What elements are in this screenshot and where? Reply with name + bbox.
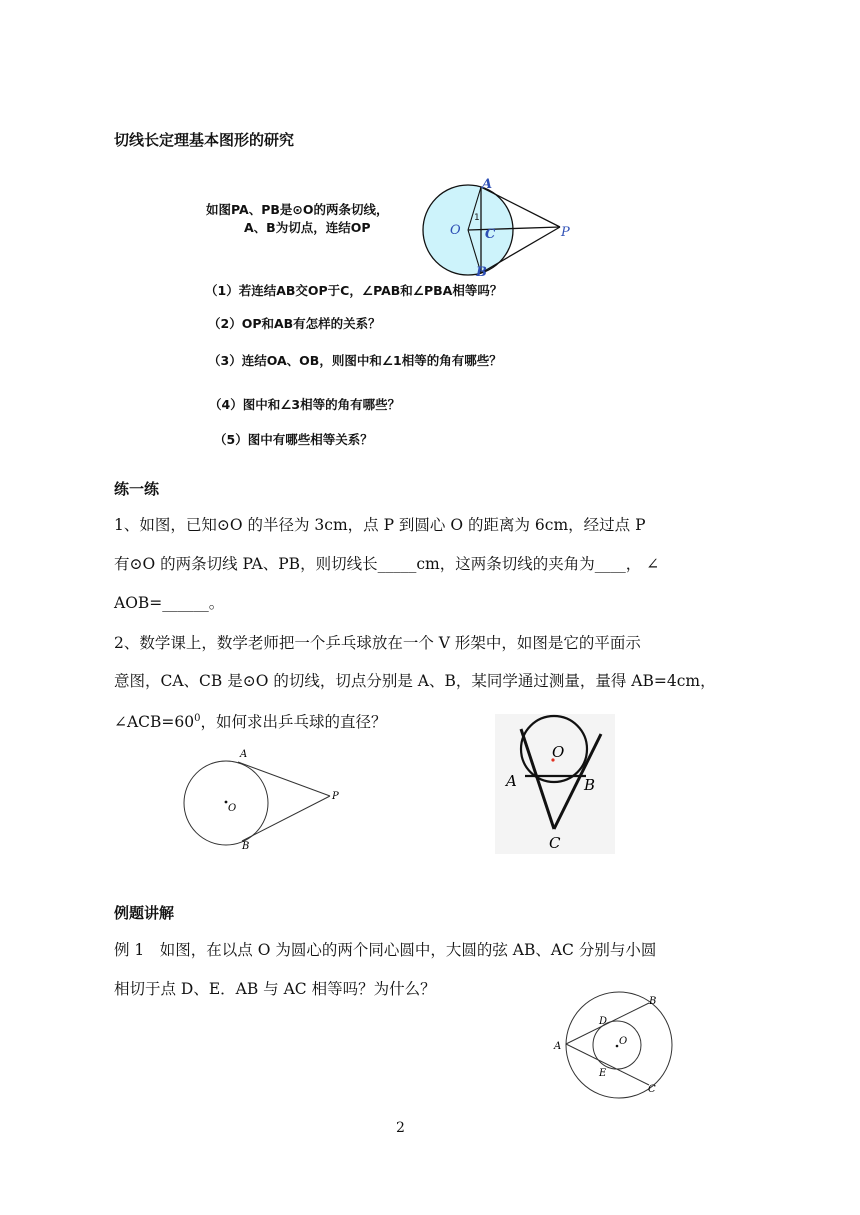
example1-line2: 相切于点 D、E．AB 与 AC 相等吗？为什么？ [114, 980, 436, 998]
figure1-label-a: A [482, 177, 493, 192]
figure2-label-p: P [332, 791, 339, 802]
example-title: 例题讲解 [114, 904, 175, 922]
figure4-concentric-diagram [545, 990, 685, 1100]
figure3-label-c: C [549, 834, 561, 852]
figure3-label-o: O [552, 743, 565, 761]
question-4: （4）图中和∠3相等的角有哪些？ [209, 397, 401, 412]
question-3: （3）连结OA、OB，则图中和∠1相等的角有哪些？ [208, 353, 502, 368]
figure1-intro-line2: A、B为切点，连结OP [244, 220, 371, 235]
ex2-degree-sup: 0 [194, 713, 201, 724]
figure2-tangent-pa [238, 762, 330, 796]
ex1-line2: 有⊙O 的两条切线 PA、PB，则切线长_____cm，这两条切线的夹角为____， ∠ [114, 555, 660, 573]
figure3-v-frame-diagram [495, 714, 615, 854]
ex2-line3-tail: ，如何求出乒乓球的直径？ [200, 713, 387, 732]
figure1-label-b: B [476, 265, 487, 280]
ex2-line2: 意图，CA、CB 是⊙O 的切线，切点分别是 A、B，某同学通过测量，量得 AB=4cm， [114, 672, 716, 690]
figure4-label-c: C [648, 1084, 656, 1095]
figure4-chord-ab [566, 1003, 649, 1044]
figure1-angle-1: 1 [474, 213, 480, 223]
figure4-label-o: O [619, 1036, 628, 1047]
figure4-label-e: E [599, 1068, 607, 1079]
figure4-label-b: B [649, 996, 657, 1007]
figure2-center-dot [225, 801, 228, 804]
ex2-line3 [114, 703, 387, 738]
ex2-line3-text: ∠ACB=60 [114, 713, 195, 732]
figure4-label-a: A [554, 1041, 562, 1052]
figure2-label-a: A [240, 749, 248, 760]
question-5: （5）图中有哪些相等关系？ [214, 432, 373, 447]
figure2-tangent-pb [242, 796, 330, 841]
question-1: （1）若连结AB交OP于C，∠PAB和∠PBA相等吗？ [205, 283, 503, 298]
ex1-line3: AOB=______。 [114, 594, 225, 612]
figure3-label-b: B [584, 776, 596, 794]
figure4-center-dot [616, 1045, 619, 1048]
figure2-tangent-diagram [180, 745, 350, 855]
ex1-line1: 1、如图，已知⊙O 的半径为 3cm，点 P 到圆心 O 的距离为 6cm，经过点 P [114, 516, 646, 534]
figure2-label-b: B [242, 841, 250, 852]
figure1-label-o: O [450, 223, 461, 238]
practice-title: 练一练 [114, 480, 160, 498]
figure1-intro-line1: 如图PA、PB是⊙O的两条切线， [206, 202, 389, 217]
section-title: 切线长定理基本图形的研究 [114, 131, 295, 149]
example1-line1: 例 1 如图，在以点 O 为圆心的两个同心圆中，大圆的弦 AB、AC 分别与小圆 [114, 941, 657, 959]
figure2-label-o: O [228, 803, 237, 814]
page-number: 2 [396, 1120, 405, 1136]
figure1-label-c: C [485, 227, 496, 242]
figure1-tangent-diagram [410, 172, 580, 280]
question-2: （2）OP和AB有怎样的关系？ [208, 316, 381, 331]
figure3-label-a: A [506, 772, 517, 790]
figure1-label-p: P [561, 225, 570, 240]
ex2-line1: 2、数学课上，数学老师把一个乒乓球放在一个 V 形架中，如图是它的平面示 [114, 634, 641, 652]
figure4-label-d: D [599, 1016, 608, 1027]
